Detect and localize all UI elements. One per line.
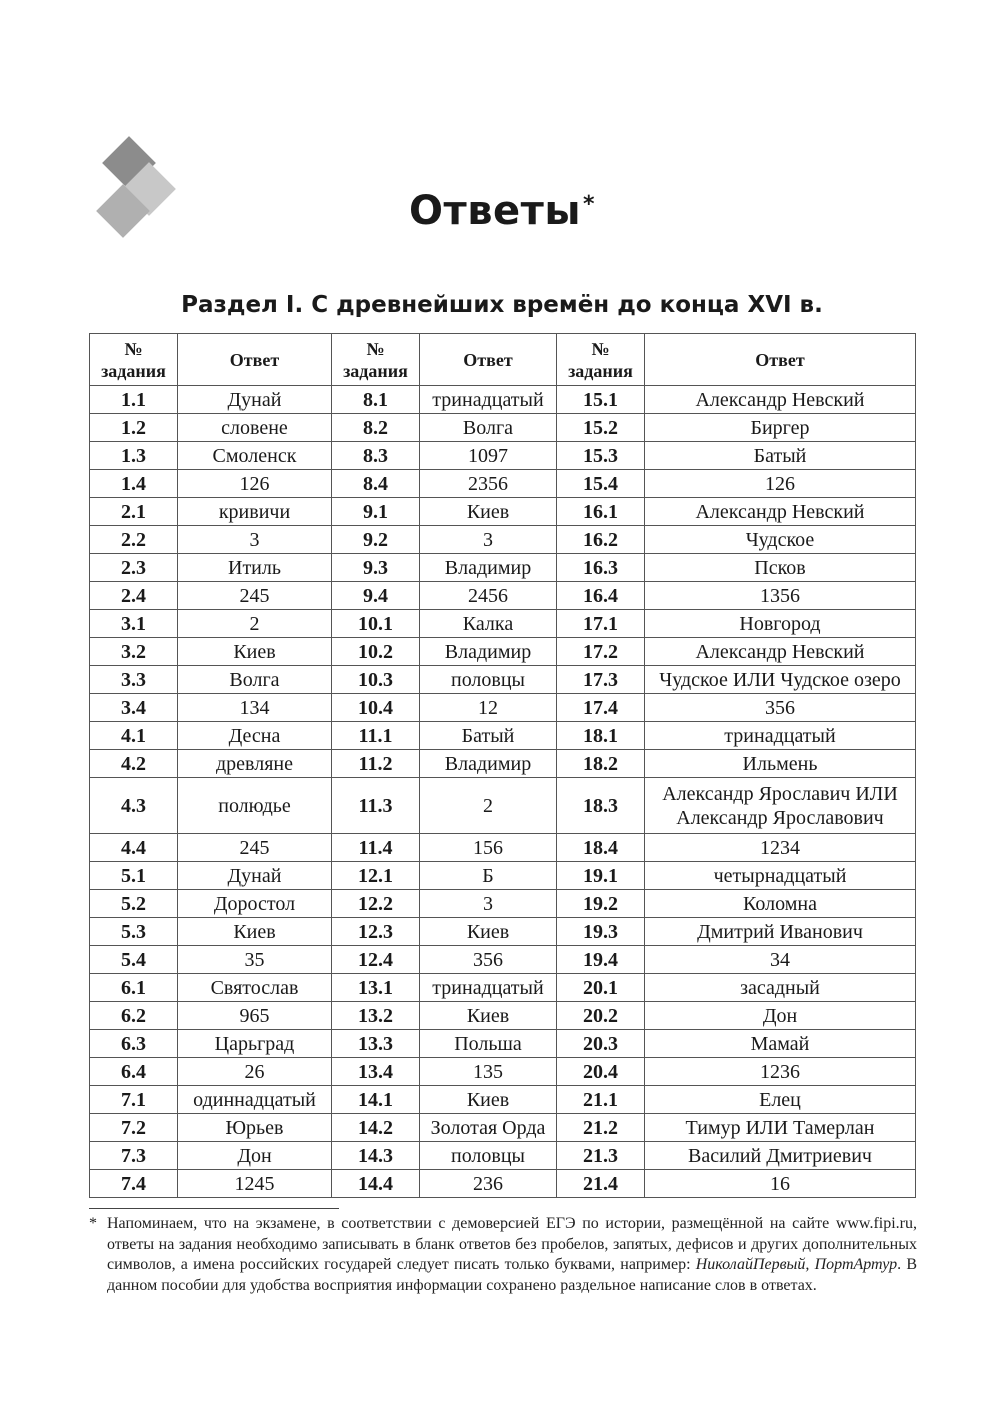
task-number-cell: 6.3 (90, 1030, 178, 1058)
task-number-cell: 8.1 (332, 386, 420, 414)
answer-cell: Смоленск (178, 442, 332, 470)
task-number-cell: 17.2 (557, 638, 645, 666)
task-number-cell: 11.3 (332, 778, 420, 834)
answer-cell: кривичи (178, 498, 332, 526)
answer-cell: засадный (645, 974, 916, 1002)
task-number-cell: 16.2 (557, 526, 645, 554)
column-header-task-number: № задания (557, 334, 645, 386)
task-number-cell: 2.1 (90, 498, 178, 526)
answer-cell: одиннадцатый (178, 1086, 332, 1114)
answer-cell: Псков (645, 554, 916, 582)
task-number-cell: 20.2 (557, 1002, 645, 1030)
answer-cell: Чудское ИЛИ Чудское озеро (645, 666, 916, 694)
footnote-text (89, 1214, 917, 1296)
answer-cell: Владимир (420, 554, 557, 582)
table-row (90, 750, 916, 778)
table-row (90, 778, 916, 834)
answer-cell: Ильмень (645, 750, 916, 778)
table-header-row (90, 334, 916, 386)
table-row (90, 1030, 916, 1058)
answer-cell: 245 (178, 582, 332, 610)
answer-cell: Владимир (420, 750, 557, 778)
answer-cell: Батый (645, 442, 916, 470)
answer-cell: 126 (645, 470, 916, 498)
table-row (90, 498, 916, 526)
column-header-answer: Ответ (178, 334, 332, 386)
table-row (90, 638, 916, 666)
footnote-divider (89, 1208, 339, 1209)
task-number-cell: 15.4 (557, 470, 645, 498)
answer-cell: тринадцатый (420, 974, 557, 1002)
footnote-example: НиколайПервый, ПортАртур (695, 1256, 898, 1273)
task-number-cell: 10.2 (332, 638, 420, 666)
table-row (90, 862, 916, 890)
task-number-cell: 14.1 (332, 1086, 420, 1114)
answer-cell: 1245 (178, 1170, 332, 1198)
task-number-cell: 11.1 (332, 722, 420, 750)
task-number-cell: 20.4 (557, 1058, 645, 1086)
task-number-cell: 1.1 (90, 386, 178, 414)
answer-cell: Б (420, 862, 557, 890)
task-number-cell: 19.2 (557, 890, 645, 918)
answer-cell: Александр Невский (645, 638, 916, 666)
table-row (90, 1002, 916, 1030)
answer-cell: древляне (178, 750, 332, 778)
answer-cell: Святослав (178, 974, 332, 1002)
table-row (90, 470, 916, 498)
footnote-mark: * (89, 1215, 97, 1232)
answer-cell: 356 (420, 946, 557, 974)
task-number-cell: 20.1 (557, 974, 645, 1002)
table-row (90, 442, 916, 470)
answer-cell: 1236 (645, 1058, 916, 1086)
task-number-cell: 17.3 (557, 666, 645, 694)
task-number-cell: 6.1 (90, 974, 178, 1002)
table-row (90, 1170, 916, 1198)
task-number-cell: 10.4 (332, 694, 420, 722)
answer-cell: четырнадцатый (645, 862, 916, 890)
task-number-cell: 17.1 (557, 610, 645, 638)
task-number-cell: 7.3 (90, 1142, 178, 1170)
section-title: Раздел I. С древнейших времён до конца XVI в. (181, 292, 823, 318)
page-title (0, 188, 1004, 234)
footnote (89, 1214, 917, 1296)
answer-cell: Василий Дмитриевич (645, 1142, 916, 1170)
answer-cell: Киев (420, 1086, 557, 1114)
task-number-cell: 7.2 (90, 1114, 178, 1142)
answer-cell: полюдье (178, 778, 332, 834)
task-number-cell: 18.3 (557, 778, 645, 834)
answer-cell: 3 (420, 890, 557, 918)
task-number-cell: 16.4 (557, 582, 645, 610)
task-number-cell: 4.4 (90, 834, 178, 862)
answer-cell: 134 (178, 694, 332, 722)
answer-cell: Итиль (178, 554, 332, 582)
task-number-cell: 8.2 (332, 414, 420, 442)
task-number-cell: 4.3 (90, 778, 178, 834)
task-number-cell: 14.3 (332, 1142, 420, 1170)
table-row (90, 666, 916, 694)
task-number-cell: 11.4 (332, 834, 420, 862)
answers-table-body (90, 386, 916, 1198)
task-number-cell: 4.1 (90, 722, 178, 750)
answer-cell: половцы (420, 1142, 557, 1170)
answer-cell: 26 (178, 1058, 332, 1086)
answer-cell: Польша (420, 1030, 557, 1058)
answer-cell: 1356 (645, 582, 916, 610)
task-number-cell: 3.1 (90, 610, 178, 638)
task-number-cell: 3.3 (90, 666, 178, 694)
table-row (90, 1114, 916, 1142)
answer-cell: Владимир (420, 638, 557, 666)
answer-cell: 2456 (420, 582, 557, 610)
task-number-cell: 5.1 (90, 862, 178, 890)
task-number-cell: 16.3 (557, 554, 645, 582)
task-number-cell: 10.1 (332, 610, 420, 638)
task-number-cell: 5.2 (90, 890, 178, 918)
task-number-cell: 12.1 (332, 862, 420, 890)
table-row (90, 694, 916, 722)
answer-cell: Дон (178, 1142, 332, 1170)
page-title-text: Ответы (409, 188, 581, 234)
task-number-cell: 12.2 (332, 890, 420, 918)
task-number-cell: 14.2 (332, 1114, 420, 1142)
task-number-cell: 8.3 (332, 442, 420, 470)
answer-cell: 135 (420, 1058, 557, 1086)
answer-cell: 126 (178, 470, 332, 498)
answers-table (89, 333, 916, 1198)
answer-cell: 2356 (420, 470, 557, 498)
answer-cell: Доростол (178, 890, 332, 918)
answer-cell: Киев (420, 1002, 557, 1030)
answer-cell: Александр Ярославич ИЛИ Александр Ярославович (645, 778, 916, 834)
task-number-cell: 10.3 (332, 666, 420, 694)
answer-cell: 1097 (420, 442, 557, 470)
task-number-cell: 15.3 (557, 442, 645, 470)
task-number-cell: 5.4 (90, 946, 178, 974)
table-row (90, 974, 916, 1002)
table-row (90, 722, 916, 750)
task-number-cell: 8.4 (332, 470, 420, 498)
answer-cell: половцы (420, 666, 557, 694)
table-row (90, 1142, 916, 1170)
task-number-cell: 20.3 (557, 1030, 645, 1058)
column-header-task-number: № задания (90, 334, 178, 386)
answer-cell: 356 (645, 694, 916, 722)
table-row (90, 834, 916, 862)
table-row (90, 554, 916, 582)
answer-cell: Киев (420, 498, 557, 526)
task-number-cell: 2.4 (90, 582, 178, 610)
answer-cell: Новгород (645, 610, 916, 638)
answer-cell: 965 (178, 1002, 332, 1030)
answer-cell: Коломна (645, 890, 916, 918)
answer-cell: тринадцатый (420, 386, 557, 414)
task-number-cell: 6.2 (90, 1002, 178, 1030)
task-number-cell: 7.4 (90, 1170, 178, 1198)
answer-cell: 16 (645, 1170, 916, 1198)
task-number-cell: 17.4 (557, 694, 645, 722)
answer-cell: Царьград (178, 1030, 332, 1058)
task-number-cell: 9.4 (332, 582, 420, 610)
answer-cell: 2 (420, 778, 557, 834)
table-row (90, 610, 916, 638)
answer-cell: Александр Невский (645, 498, 916, 526)
answer-cell: 1234 (645, 834, 916, 862)
table-row (90, 582, 916, 610)
answer-cell: Дунай (178, 862, 332, 890)
task-number-cell: 3.4 (90, 694, 178, 722)
table-row (90, 1086, 916, 1114)
task-number-cell: 19.1 (557, 862, 645, 890)
answer-cell: Александр Невский (645, 386, 916, 414)
task-number-cell: 2.3 (90, 554, 178, 582)
table-row (90, 918, 916, 946)
task-number-cell: 4.2 (90, 750, 178, 778)
column-header-answer: Ответ (420, 334, 557, 386)
task-number-cell: 18.1 (557, 722, 645, 750)
answer-cell: Калка (420, 610, 557, 638)
task-number-cell: 18.4 (557, 834, 645, 862)
task-number-cell: 5.3 (90, 918, 178, 946)
task-number-cell: 15.2 (557, 414, 645, 442)
task-number-cell: 1.3 (90, 442, 178, 470)
table-row (90, 946, 916, 974)
task-number-cell: 16.1 (557, 498, 645, 526)
answer-cell: Дон (645, 1002, 916, 1030)
answer-cell: 236 (420, 1170, 557, 1198)
task-number-cell: 9.2 (332, 526, 420, 554)
task-number-cell: 1.4 (90, 470, 178, 498)
answer-cell: словене (178, 414, 332, 442)
answer-cell: Золотая Орда (420, 1114, 557, 1142)
answer-cell: Десна (178, 722, 332, 750)
answer-cell: 35 (178, 946, 332, 974)
answer-cell: тринадцатый (645, 722, 916, 750)
task-number-cell: 13.1 (332, 974, 420, 1002)
task-number-cell: 13.3 (332, 1030, 420, 1058)
answer-cell: Биргер (645, 414, 916, 442)
column-header-answer: Ответ (645, 334, 916, 386)
answer-cell: Волга (178, 666, 332, 694)
answer-cell: Мамай (645, 1030, 916, 1058)
task-number-cell: 3.2 (90, 638, 178, 666)
answer-cell: Елец (645, 1086, 916, 1114)
task-number-cell: 9.3 (332, 554, 420, 582)
column-header-task-number: № задания (332, 334, 420, 386)
table-row (90, 414, 916, 442)
task-number-cell: 6.4 (90, 1058, 178, 1086)
answer-cell: Юрьев (178, 1114, 332, 1142)
answer-cell: 2 (178, 610, 332, 638)
table-row (90, 890, 916, 918)
task-number-cell: 21.1 (557, 1086, 645, 1114)
table-row (90, 1058, 916, 1086)
answer-cell: Дмитрий Иванович (645, 918, 916, 946)
answer-cell: Батый (420, 722, 557, 750)
answer-cell: Чудское (645, 526, 916, 554)
footnote-text-before: Напоминаем, что на экзамене, в соответствии с демоверсией ЕГЭ по истории, размещённой на сайте www.fipi.ru, ответы на задания необходимо записывать в бланк ответов без пробелов, запятых, дефисов и других дополнительных символов, а имена российских государей следует писать только буквами, например: (107, 1215, 917, 1273)
task-number-cell: 9.1 (332, 498, 420, 526)
task-number-cell: 15.1 (557, 386, 645, 414)
task-number-cell: 14.4 (332, 1170, 420, 1198)
answer-cell: Киев (178, 638, 332, 666)
task-number-cell: 12.4 (332, 946, 420, 974)
answer-cell: Дунай (178, 386, 332, 414)
task-number-cell: 18.2 (557, 750, 645, 778)
answer-cell: 12 (420, 694, 557, 722)
footnote-text-after: . В данном пособии для удобства восприятия информации сохранено раздельное написание слов в ответах. (107, 1256, 918, 1294)
task-number-cell: 13.4 (332, 1058, 420, 1086)
answer-cell: 156 (420, 834, 557, 862)
task-number-cell: 12.3 (332, 918, 420, 946)
answer-cell: 34 (645, 946, 916, 974)
task-number-cell: 1.2 (90, 414, 178, 442)
task-number-cell: 7.1 (90, 1086, 178, 1114)
task-number-cell: 21.3 (557, 1142, 645, 1170)
answer-cell: Киев (420, 918, 557, 946)
answer-cell: Тимур ИЛИ Тамерлан (645, 1114, 916, 1142)
answer-cell: 3 (420, 526, 557, 554)
answer-cell: Волга (420, 414, 557, 442)
task-number-cell: 21.4 (557, 1170, 645, 1198)
task-number-cell: 13.2 (332, 1002, 420, 1030)
task-number-cell: 11.2 (332, 750, 420, 778)
task-number-cell: 19.4 (557, 946, 645, 974)
answer-cell: 245 (178, 834, 332, 862)
answer-cell: Киев (178, 918, 332, 946)
task-number-cell: 2.2 (90, 526, 178, 554)
answer-cell: 3 (178, 526, 332, 554)
table-row (90, 526, 916, 554)
table-row (90, 386, 916, 414)
task-number-cell: 19.3 (557, 918, 645, 946)
task-number-cell: 21.2 (557, 1114, 645, 1142)
footnote-marker: * (582, 192, 595, 217)
